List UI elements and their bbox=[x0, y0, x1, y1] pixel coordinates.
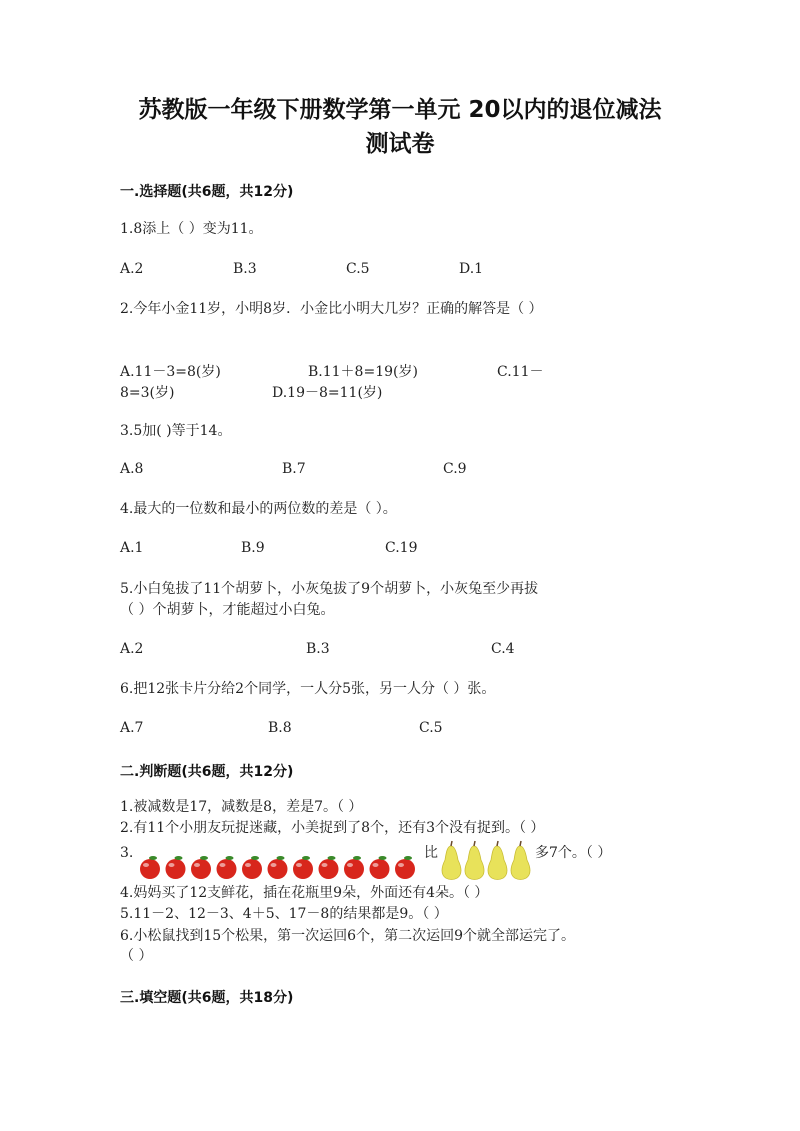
question-stem-continued: （ ）个胡萝卜，才能超过小白兔。 bbox=[120, 602, 335, 618]
apple-icon bbox=[395, 856, 415, 879]
option-a: A.8 bbox=[120, 461, 144, 477]
option-c: C.5 bbox=[419, 720, 443, 736]
option-b: B.3 bbox=[306, 641, 330, 657]
question-number: 3. bbox=[120, 845, 134, 861]
option-a: A.2 bbox=[120, 261, 144, 277]
option-c: C.9 bbox=[443, 461, 467, 477]
question-stem: 2.今年小金11岁，小明8岁．小金比小明大几岁？正确的解答是（ ） bbox=[120, 301, 543, 317]
pear-row bbox=[440, 840, 532, 882]
comparison-word: 比 bbox=[424, 845, 438, 861]
apple-icon bbox=[344, 856, 364, 879]
apple-icon bbox=[268, 856, 288, 879]
option-c: C.4 bbox=[491, 641, 515, 657]
question-stem: 4.最大的一位数和最小的两位数的差是（ ）。 bbox=[120, 501, 397, 517]
option-c-continued: 8=3(岁) bbox=[120, 385, 175, 401]
apple-icon bbox=[370, 856, 390, 879]
section-heading-fill: 三.填空题(共6题，共18分) bbox=[120, 990, 294, 1006]
option-d: D.1 bbox=[459, 261, 484, 277]
pear-icon bbox=[465, 841, 484, 880]
apple-icon bbox=[242, 856, 262, 879]
option-b: B.9 bbox=[241, 540, 265, 556]
judge-question-6: 6.小松鼠找到15个松果，第一次运回6个，第二次运回9个就全部运完了。 bbox=[120, 928, 575, 944]
apple-icon bbox=[217, 856, 237, 879]
option-a: A.11－3=8(岁) bbox=[120, 364, 221, 380]
section-heading-judge: 二.判断题(共6题，共12分) bbox=[120, 764, 294, 780]
pear-icon bbox=[511, 841, 530, 880]
option-b: B.8 bbox=[268, 720, 292, 736]
apple-icon bbox=[166, 856, 186, 879]
option-c: C.5 bbox=[346, 261, 370, 277]
option-b: B.7 bbox=[282, 461, 306, 477]
option-c: C.11－ bbox=[497, 364, 544, 380]
question-suffix: 多7个。（ ） bbox=[535, 845, 612, 861]
judge-question-2: 2.有11个小朋友玩捉迷藏，小美捉到了8个，还有3个没有捉到。（ ） bbox=[120, 820, 545, 836]
option-b: B.3 bbox=[233, 261, 257, 277]
question-stem: 1.8添上（ ）变为11。 bbox=[120, 221, 263, 237]
question-stem: 5.小白兔拔了11个胡萝卜，小灰兔拔了9个胡萝卜，小灰兔至少再拔 bbox=[120, 581, 539, 597]
apple-row bbox=[138, 853, 420, 881]
question-stem: 3.5加( )等于14。 bbox=[120, 423, 232, 439]
section-heading-choice: 一.选择题(共6题，共12分) bbox=[120, 184, 294, 200]
judge-question-6-answer: （ ） bbox=[120, 948, 153, 964]
apple-icon bbox=[319, 856, 339, 879]
option-d: D.19－8=11(岁) bbox=[272, 385, 383, 401]
question-stem: 6.把12张卡片分给2个同学，一人分5张，另一人分（ ）张。 bbox=[120, 681, 496, 697]
option-a: A.1 bbox=[120, 540, 144, 556]
apple-icon bbox=[140, 856, 160, 879]
option-c: C.19 bbox=[385, 540, 418, 556]
apple-icon bbox=[293, 856, 313, 879]
option-a: A.2 bbox=[120, 641, 144, 657]
option-b: B.11＋8=19(岁) bbox=[308, 364, 418, 380]
pear-icon bbox=[442, 841, 461, 880]
judge-question-4: 4.妈妈买了12支鲜花，插在花瓶里9朵，外面还有4朵。（ ） bbox=[120, 885, 489, 901]
judge-question-1: 1.被减数是17，减数是8，差是7。（ ） bbox=[120, 799, 363, 815]
title-line-1: 苏教版一年级下册数学第一单元 20以内的退位减法 bbox=[138, 97, 662, 123]
title-line-2: 测试卷 bbox=[365, 131, 435, 157]
option-a: A.7 bbox=[120, 720, 144, 736]
apple-icon bbox=[191, 856, 211, 879]
pear-icon bbox=[488, 841, 507, 880]
judge-question-5: 5.11－2、12－3、4＋5、17－8的结果都是9。（ ） bbox=[120, 906, 448, 922]
